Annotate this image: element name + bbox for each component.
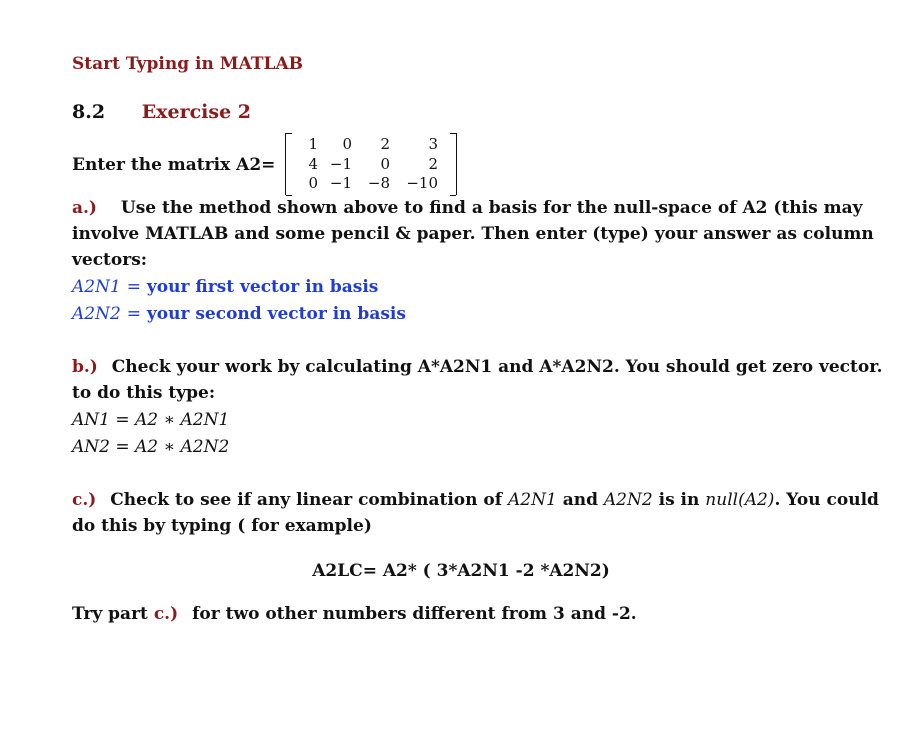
matrix-bracket-top-left xyxy=(286,133,292,134)
footer-text-post: for two other numbers different from 3 and -2. xyxy=(192,604,637,624)
matrix-cell: 0 xyxy=(380,154,390,173)
matrix-cell: 4 xyxy=(308,154,318,173)
matrix-cell: 2 xyxy=(380,135,390,153)
matrix-a2 xyxy=(285,133,457,195)
equals-sign: = xyxy=(126,304,141,324)
part-a-line-3: vectors: xyxy=(72,250,148,270)
matrix-cell: −8 xyxy=(367,174,390,192)
matrix-cell: −1 xyxy=(329,154,352,173)
part-b-text-1: Check your work by calculating A*A2N1 and A*A2N2. You should get zero vector. xyxy=(111,357,883,377)
part-c-vector-2: A2N2 xyxy=(603,490,653,510)
vector-a2n1-text: your first vector in basis xyxy=(146,277,379,297)
vector-a2n2-name: A2N2 xyxy=(72,304,121,324)
part-a-label: a.) xyxy=(72,198,97,218)
matrix-cell: 0 xyxy=(308,174,318,192)
part-c-line-1 xyxy=(72,490,879,510)
part-b-line-2: to do this type: xyxy=(72,383,216,403)
matrix-cell: 2 xyxy=(428,154,438,173)
vector-a2n2-line xyxy=(72,304,406,324)
footer-text-pre: Try part xyxy=(72,604,148,624)
part-c-text-1: Check to see if any linear combination of xyxy=(110,490,503,510)
part-b-equation-1: AN1 = A2 ∗ A2N1 xyxy=(72,410,230,430)
part-c-text-end: . You could xyxy=(774,490,879,510)
part-a-text-1: Use the method shown above to find a basis for the null-space of A2 (this may xyxy=(120,198,863,218)
matrix-cell: −10 xyxy=(406,174,438,192)
part-c-null-space: null(A2) xyxy=(705,490,775,510)
vector-a2n1-name: A2N1 xyxy=(72,277,121,297)
part-b-equation-2: AN2 = A2 ∗ A2N2 xyxy=(72,437,230,457)
part-a-line-1 xyxy=(72,198,863,218)
matrix-cell: −1 xyxy=(329,174,352,192)
matrix-cell: 0 xyxy=(342,135,352,153)
matrix-bracket-bottom-left xyxy=(286,195,292,196)
section-heading xyxy=(72,101,251,123)
section-number: 8.2 xyxy=(72,101,106,123)
matrix-label: Enter the matrix A2= xyxy=(72,155,276,175)
part-c-is-in: is in xyxy=(658,490,700,510)
section-title: Exercise 2 xyxy=(141,101,252,123)
equals-sign: = xyxy=(126,277,141,297)
vector-a2n1-line xyxy=(72,277,378,297)
part-b-line-1 xyxy=(72,357,883,377)
part-c-line-2: do this by typing ( for example) xyxy=(72,516,372,536)
matrix-cell: 3 xyxy=(428,135,438,153)
part-c-label: c.) xyxy=(72,490,97,510)
vector-a2n2-text: your second vector in basis xyxy=(146,304,406,324)
matrix-bracket-top-right xyxy=(450,133,456,134)
part-a-line-2: involve MATLAB and some pencil & paper. Then enter (type) your answer as column xyxy=(72,224,874,244)
document-heading: Start Typing in MATLAB xyxy=(72,54,304,74)
part-c-and: and xyxy=(562,490,598,510)
matrix-cell: 1 xyxy=(308,135,318,153)
matrix-grid xyxy=(292,135,442,194)
footer-part-label: c.) xyxy=(153,604,179,624)
matrix-bracket-bottom-right xyxy=(450,195,456,196)
part-c-vector-1: A2N1 xyxy=(507,490,557,510)
part-b-label: b.) xyxy=(72,357,98,377)
part-c-formula: A2LC= A2* ( 3*A2N1 -2 *A2N2) xyxy=(312,561,610,581)
footer-line xyxy=(72,604,637,624)
